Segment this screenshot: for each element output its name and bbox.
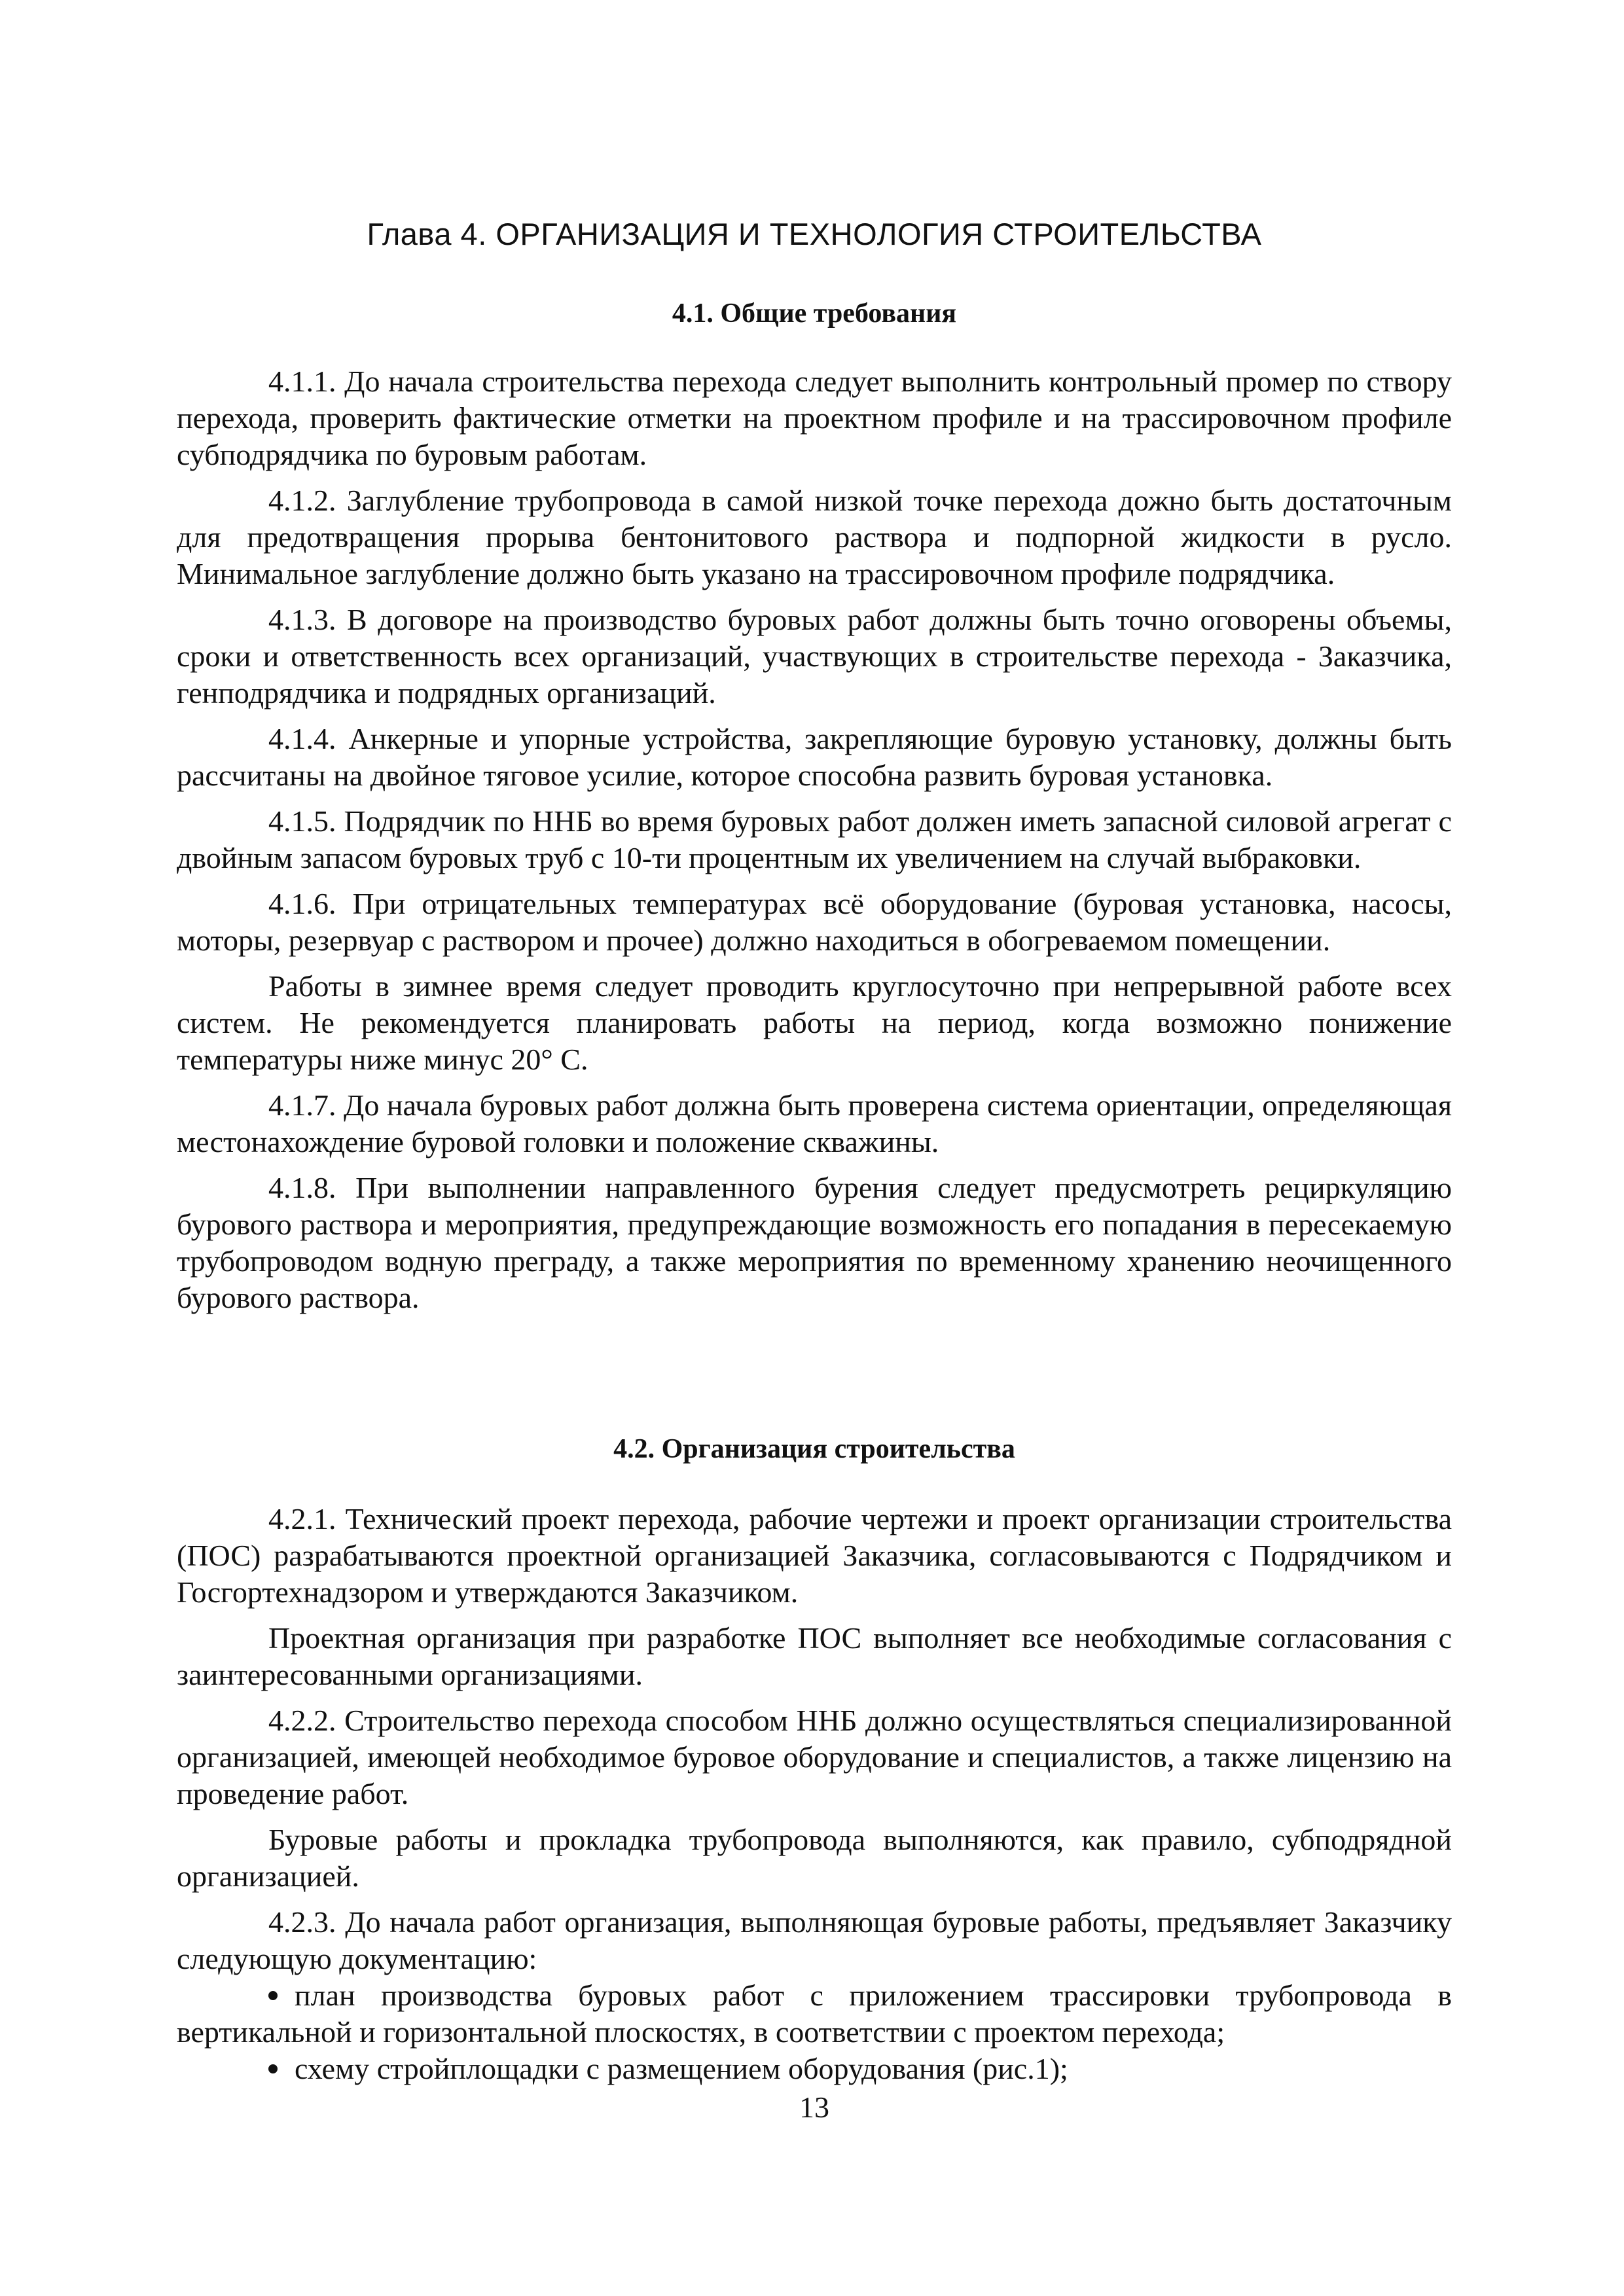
- section-title-4-2: 4.2. Организация строительства: [613, 1434, 1015, 1464]
- bullet-icon: [268, 2064, 278, 2073]
- section-title-4-1: 4.1. Общие требования: [672, 298, 957, 329]
- paragraph-4-1-5: 4.1.5. Подрядчик по ННБ во время буровых работ должен иметь запасной силовой агрегат с двойным запасом буровых труб с 10-ти процентным их увеличением на случай выбраковки.: [177, 804, 1452, 874]
- paragraph-4-1-4: 4.1.4. Анкерные и упорные устройства, закрепляющие буровую установку, должны быть рассчитаны на двойное тяговое усилие, которое способна развить буровая установка.: [177, 722, 1452, 792]
- paragraph-4-2-2: 4.2.2. Строительство перехода способом ННБ должно осуществляться специализированной организацией, имеющей необходимое буровое оборудование и специалистов, а также лицензию на проведение работ.: [177, 1704, 1452, 1810]
- list-item: [177, 1977, 1452, 2051]
- list-item-text: план производства буровых работ с приложением трассировки трубопровода в вертикальной и горизонтальной плоскостях, в соответствии с проектом перехода;: [177, 1979, 1452, 2049]
- paragraph-4-1-8: 4.1.8. При выполнении направленного бурения следует предусмотреть рециркуляцию бурового раствора и мероприятия, предупреждающие возможность его попадания в пересекаемую трубопроводом водную преграду, а также мероприятия по временному хранению неочищенного бурового раствора.: [177, 1171, 1452, 1314]
- paragraph-4-2-3: 4.2.3. До начала работ организация, выполняющая буровые работы, предъявляет Заказчику следующую документацию:: [177, 1905, 1452, 1975]
- documentation-list: [177, 1977, 1452, 2087]
- paragraph-4-1-6: 4.1.6. При отрицательных температурах всё оборудование (буровая установка, насосы, моторы, резервуар с раствором и прочее) должно находиться в обогреваемом помещении.: [177, 887, 1452, 957]
- paragraph-4-1-1: 4.1.1. До начала строительства перехода следует выполнить контрольный промер по створу перехода, проверить фактические отметки на проектном профиле и на трассировочном профиле субподрядчика по буровым работам.: [177, 365, 1452, 471]
- document-page: [177, 0, 1452, 2296]
- paragraph-winter-work: Работы в зимнее время следует проводить круглосуточно при непрерывной работе всех систем. Не рекомендуется планировать работы на период, когда возможно понижение температуры ниже минус 20° С.: [177, 969, 1452, 1076]
- section-4-2-body: [177, 1501, 1452, 2087]
- paragraph-4-1-3: 4.1.3. В договоре на производство буровых работ должны быть точно оговорены объемы, сроки и ответственность всех организаций, участвующих в строительстве перехода - Заказчика, генподрядчика и подрядных организаций.: [177, 603, 1452, 709]
- page-number: 13: [799, 2090, 829, 2124]
- paragraph-drilling-works: Буровые работы и прокладка трубопровода выполняются, как правило, субподрядной организацией.: [177, 1823, 1452, 1893]
- list-item: [177, 2051, 1452, 2087]
- chapter-title: Глава 4. ОРГАНИЗАЦИЯ И ТЕХНОЛОГИЯ СТРОИТЕЛЬСТВА: [367, 217, 1262, 251]
- section-4-1-body: [177, 363, 1452, 1325]
- paragraph-4-1-2: 4.1.2. Заглубление трубопровода в самой низкой точке перехода дожно быть достаточным для предотвращения прорыва бентонитового раствора и подпорной жидкости в русло. Минимальное заглубление должно быть указано на трассировочном профиле подрядчика.: [177, 484, 1452, 590]
- list-item-text: схему стройплощадки с размещением оборудования (рис.1);: [295, 2052, 1068, 2085]
- paragraph-4-2-1: 4.2.1. Технический проект перехода, рабочие чертежи и проект организации строительства (ПОС) разрабатываются проектной организацией Заказчика, согласовываются с Подрядчиком и Госгортехнадзором и утверждаются Заказчиком.: [177, 1502, 1452, 1609]
- paragraph-4-1-7: 4.1.7. До начала буровых работ должна быть проверена система ориентации, определяющая местонахождение буровой головки и положение скважины.: [177, 1088, 1452, 1158]
- bullet-icon: [268, 1991, 278, 2000]
- paragraph-project-org: Проектная организация при разработке ПОС выполняет все необходимые согласования с заинтересованными организациями.: [177, 1621, 1452, 1691]
